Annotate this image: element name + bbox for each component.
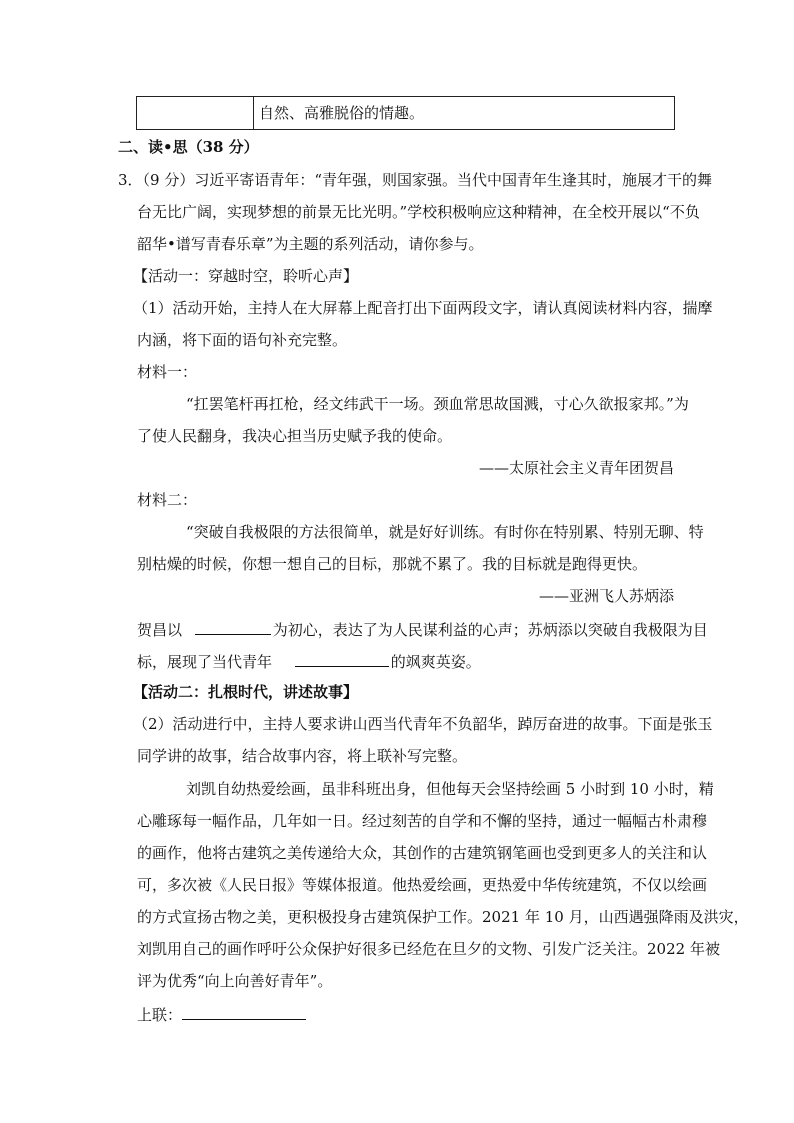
fill-line2-suffix: 的飒爽英姿。 — [390, 653, 481, 671]
sub-question1-line1: （1）活动开始，主持人在大屏幕上配音打出下面两段文字，请认真阅读材料内容，揣摩 — [133, 299, 713, 317]
fill-line2-prefix: 标，展现了当代青年 — [137, 653, 273, 671]
story-line6: 刘凯用自己的画作呼吁公众保护好很多已经危在旦夕的文物、引发广泛关注。2022 年被 — [137, 940, 720, 958]
table-cell-left — [137, 97, 254, 129]
material2-line2: 别枯燥的时候，你想一想自己的目标，那就不累了。我的目标就是跑得更快。 — [137, 555, 648, 573]
answer-blank-1[interactable] — [195, 618, 271, 635]
fill-line1-prefix: 贺昌以 — [137, 621, 183, 639]
material1-line2: 了使人民翻身，我决心担当历史赋予我的使命。 — [137, 427, 453, 445]
material1-line1: “扛罢笔杆再扛枪，经文纬武干一场。颈血常思故国溅，寸心久欲报家邦。”为 — [186, 395, 689, 413]
fill-line1-suffix: 为初心，表达了为人民谋利益的心声；苏炳添以突破自我极限为目 — [272, 621, 708, 639]
story-line5: 的方式宣扬古物之美，更积极投身古建筑保护工作。2021 年 10 月，山西遇强降雨及洪灾， — [137, 908, 749, 926]
table-cell-right: 自然、高雅脱俗的情趣。 — [259, 104, 425, 122]
question-intro-line2: 台无比广阔，实现梦想的前景无比光明。”学校积极响应这种精神，在全校开展以“不负 — [137, 203, 700, 221]
couplet-line — [137, 1003, 306, 1025]
sub-question1-line2: 内涵，将下面的语句补充完整。 — [137, 331, 348, 349]
material2-source: ——亚洲飞人苏炳添 — [538, 587, 674, 605]
story-line7: 评为优秀“向上向善好青年”。 — [137, 972, 333, 990]
activity1-title: 【活动一：穿越时空，聆听心声】 — [133, 267, 359, 285]
couplet-answer-blank[interactable] — [182, 1003, 306, 1020]
sub-question2-line2: 同学讲的故事，结合故事内容，将上联补写完整。 — [137, 747, 468, 765]
material2-line1: “突破自我极限的方法很简单，就是好好训练。有时你在特别累、特别无聊、特 — [186, 523, 704, 541]
story-line1: 刘凯自幼热爱绘画，虽非科班出身，但他每天会坚持绘画 5 小时到 10 小时，精 — [186, 780, 714, 798]
story-line3: 的画作，他将古建筑之美传递给大众，其创作的古建筑钢笔画也受到更多人的关注和认 — [137, 844, 708, 862]
fill-blank-line2 — [137, 650, 481, 672]
fill-blank-line1 — [137, 618, 708, 640]
material1-source: ——太原社会主义青年团贺昌 — [478, 459, 674, 477]
answer-table-row — [136, 96, 675, 130]
section-heading: 二、读•思（38 分） — [118, 138, 259, 156]
story-line4: 可，多次被《人民日报》等媒体报道。他热爱绘画，更热爱中华传统建筑，不仅以绘画 — [137, 876, 708, 894]
answer-blank-2[interactable] — [295, 650, 389, 667]
question-intro-line1: 3．（9 分）习近平寄语青年：“青年强，则国家强。当代中国青年生逢其时，施展才干的舞 — [118, 171, 713, 189]
activity2-title: 【活动二：扎根时代，讲述故事】 — [133, 683, 359, 701]
question-intro-line3: 韶华•谱写青春乐章”为主题的系列活动，请你参与。 — [137, 235, 484, 253]
sub-question2-line1: （2）活动进行中，主持人要求讲山西当代青年不负韶华，踔厉奋进的故事。下面是张玉 — [133, 715, 713, 733]
couplet-label: 上联： — [137, 1006, 183, 1024]
story-line2: 心雕琢每一幅作品，几年如一日。经过刻苦的自学和不懈的坚持，通过一幅幅古朴肃穆 — [137, 812, 708, 830]
material2-label: 材料二： — [137, 491, 198, 509]
material1-label: 材料一： — [137, 363, 198, 381]
